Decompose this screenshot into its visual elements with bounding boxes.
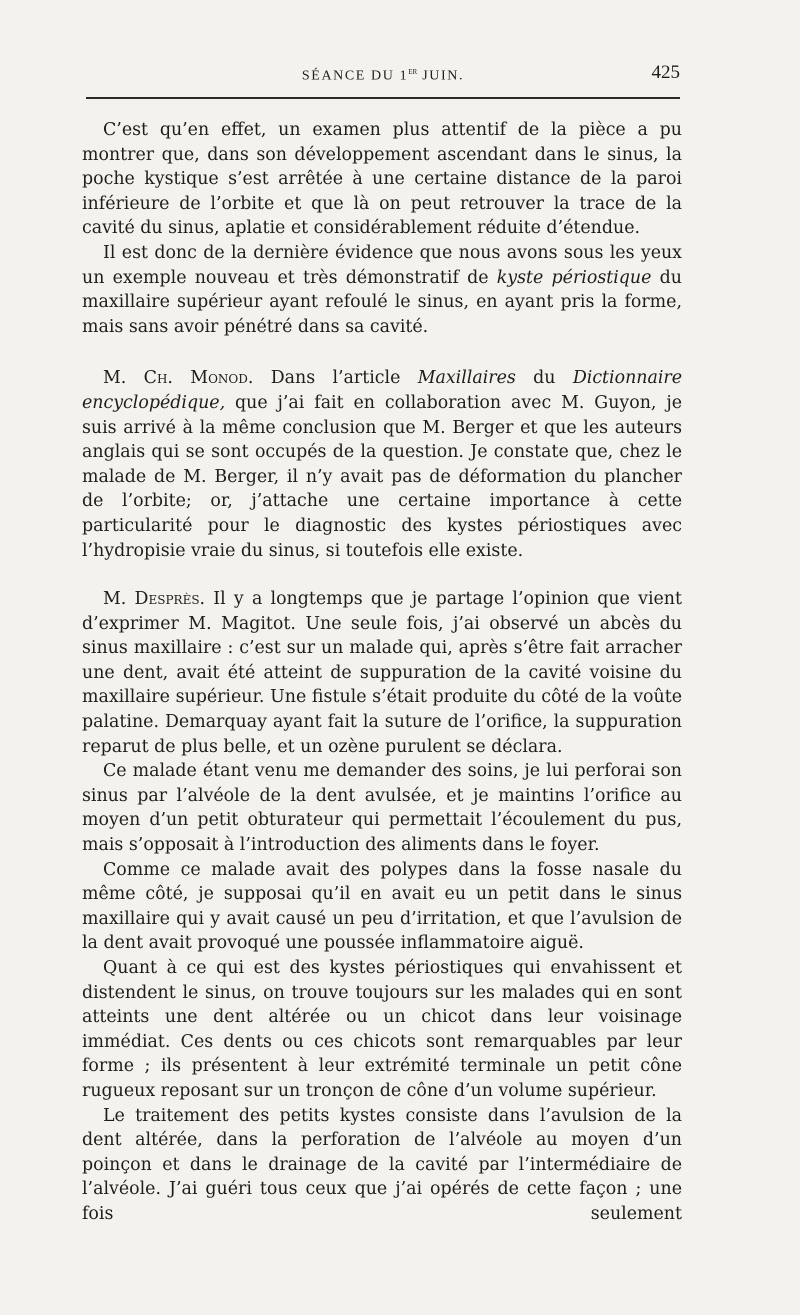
header-rule — [86, 97, 680, 99]
paragraph-1: C’est qu’en effet, un examen plus attentif de la pièce a pu montrer que, dans son développement ascendant dans le sinus, la poche kystique s’est arrêtée à une certaine distance de la paroi inférieure de l’orbite et que là on peut retrouver la trace de la cavité du sinus, aplatie et considérablement réduite d’étendue. — [82, 120, 682, 239]
paragraph-3-text-b: du — [515, 368, 573, 389]
running-title-suffix: JUIN. — [417, 68, 465, 84]
paragraph-2-emphasis: kyste périostique — [496, 267, 652, 288]
running-head — [86, 62, 680, 90]
speaker-name: M. Ch. Monod. — [103, 368, 254, 389]
paragraph-6: Comme ce malade avait des polypes dans la fosse nasale du même côté, je supposai qu’il en avait eu un petit dans le sinus maxillaire qui y avait causé un peu d’irritation, et que l’avulsion de la dent avait provoqué une poussée inflammatoire aiguë. — [82, 859, 682, 954]
speaker-name: M. Desprès. — [103, 589, 206, 610]
running-title — [86, 66, 680, 85]
paragraph-2 — [82, 241, 682, 339]
page-number: 425 — [651, 62, 680, 83]
paragraph-3-text-a: Dans l’article — [253, 368, 418, 389]
paragraph-4-text: Il y a longtemps que je partage l’opinion que vient d’exprimer M. Magitot. Une seule fois, j’ai observé un abcès du sinus maxillaire : c’est sur un malade qui, après s’être fait arracher une dent, avait été atteint de suppuration de la cavité voisine du maxillaire supérieur. Une fistule s’était produite du côté de la voûte palatine. Demarquay ayant fait la suture de l’orifice, la suppuration reparut de plus belle, et un ozène purulent se déclara. — [82, 589, 682, 757]
paragraph-4 — [82, 587, 682, 759]
paragraph-3-text-c: que j’ai fait en collaboration avec M. Guyon, je suis arrivé à la même conclusion que M. Berger et que les auteurs anglais qui se sont occupés de la question. Je constate que, chez le malade de M. Berger, il n’y avait pas de déformation du plancher de l’orbite; or, j’attache une certaine importance à cette particularité pour le diagnostic des kystes périostiques avec l’hydropisie vraie du sinus, si toutefois elle existe. — [82, 392, 682, 561]
paragraph-3 — [82, 366, 682, 563]
running-title-prefix: SÉANCE DU 1 — [301, 68, 409, 84]
paragraph-2-text-b: du maxillaire supérieur ayant refoulé le sinus, en ayant pris la forme, mais sans avoir pénétré dans sa cavité. — [82, 267, 682, 337]
paragraph-5: Ce malade étant venu me demander des soins, je lui perforai son sinus par l’alvéole de la dent avulsée, et je maintins l’orifice au moyen d’un petit obturateur qui permettait l’écoulement du pus, mais s’opposait à l’introduction des aliments dans le foyer. — [82, 761, 682, 856]
paragraph-2-text-a: Il est donc de la dernière évidence que nous avons sous les yeux un exemple nouveau et très démonstratif de — [82, 242, 682, 288]
paragraph-3-emphasis-1: Maxillaires — [417, 368, 516, 389]
body-text — [82, 118, 682, 1227]
paragraph-3-emphasis-2: Dictionnaire encyclopédique, — [82, 368, 683, 413]
paragraph-8: Le traitement des petits kystes consiste dans l’avulsion de la dent altérée, dans la perforation de l’alvéole au moyen d’un poinçon et dans le drainage de la cavité par l’intermédiaire de l’alvéole. J’ai guéri tous ceux que j’ai opérés de cette façon ; une fois seulement — [82, 1105, 682, 1224]
running-title-sup: er — [408, 66, 418, 77]
paragraph-7: Quant à ce qui est des kystes périostiques qui envahissent et distendent le sinus, on trouve toujours sur les malades qui en sont atteints une dent altérée ou un chicot dans leur voisinage immédiat. Ces dents ou ces chicots sont remarquables par leur forme ; ils présentent à leur extrémité terminale un petit cône rugueux reposant sur un tronçon de cône d’un volume supérieur. — [82, 958, 682, 1101]
